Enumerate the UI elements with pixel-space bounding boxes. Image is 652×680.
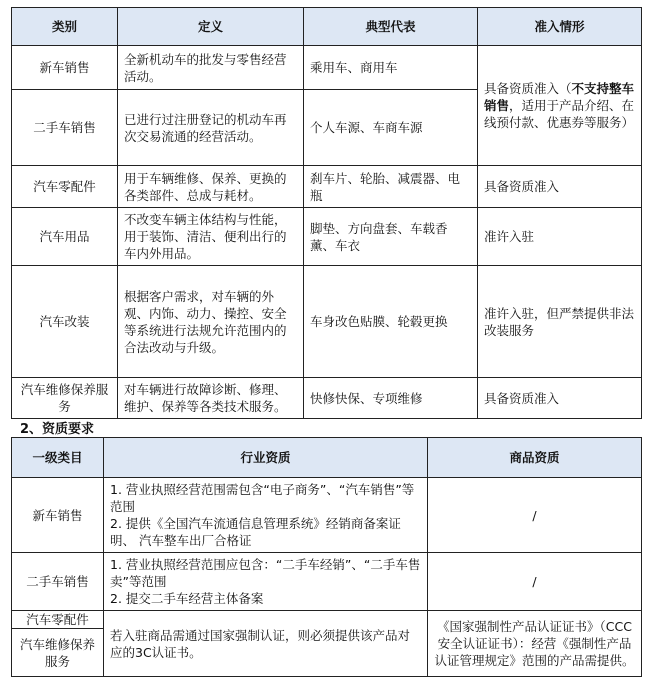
- table-row: [12, 266, 642, 378]
- admission-text-post: ，适用于产品介绍、在线预付款、优惠券等服务）: [484, 98, 635, 130]
- category-cell: 汽车用品: [12, 208, 118, 266]
- admission-text-pre: 具备资质准入（: [484, 81, 572, 96]
- examples-cell: 个人车源、车商车源: [304, 90, 478, 166]
- industry-item: 2. 提供《全国汽车流通信息管理系统》经销商备案证明、 汽车整车出厂合格证: [110, 516, 401, 548]
- definition-cell: 不改变车辆主体结构与性能，用于装饰、清洁、便利出行的车内外用品。: [118, 208, 304, 266]
- admission-cell: 具备资质准入: [478, 166, 642, 208]
- section-title: 2、资质要求: [20, 422, 95, 437]
- definition-cell: 根据客户需求，对车辆的外观、内饰、动力、操控、安全等系统进行法规允许范围内的合法改动与升级。: [118, 266, 304, 378]
- industry-cell: [104, 478, 428, 553]
- product-cell: /: [428, 478, 642, 553]
- table-row: [12, 166, 642, 208]
- table-row: [12, 611, 642, 629]
- examples-cell: 快修快保、专项维修: [304, 378, 478, 419]
- definition-cell: 全新机动车的批发与零售经营活动。: [118, 46, 304, 90]
- category-cell: 汽车零配件: [12, 611, 104, 629]
- category-definition-table: [11, 7, 642, 419]
- header-category: 一级类目: [12, 438, 104, 478]
- admission-cell: 准许入驻，但严禁提供非法改装服务: [478, 266, 642, 378]
- examples-cell: 乘用车、商用车: [304, 46, 478, 90]
- admission-cell: 具备资质准入: [478, 378, 642, 419]
- industry-item: 2. 提交二手车经营主体备案: [110, 591, 264, 606]
- header-category: 类别: [12, 8, 118, 46]
- examples-cell: 脚垫、方向盘套、车载香薰、车衣: [304, 208, 478, 266]
- industry-cell-merged: 若入驻商品需通过国家强制认证，则必须提供该产品对应的3C认证书。: [104, 611, 428, 677]
- definition-cell: 对车辆进行故障诊断、修理、维护、保养等各类技术服务。: [118, 378, 304, 419]
- admission-cell: 准许入驻: [478, 208, 642, 266]
- industry-cell: [104, 553, 428, 611]
- industry-item: 1. 营业执照经营范围应包含：“二手车经销”、“二手车售卖”等范围: [110, 557, 421, 589]
- product-cell: /: [428, 553, 642, 611]
- examples-cell: 刹车片、轮胎、减震器、电瓶: [304, 166, 478, 208]
- category-cell: 汽车维修保养服务: [12, 378, 118, 419]
- category-cell: 新车销售: [12, 46, 118, 90]
- table-row: [12, 46, 642, 90]
- product-cell-merged: 《国家强制性产品认证证书》（CCC安全认证证书）：经营《强制性产品认证管理规定》范围的产品需提供。: [428, 611, 642, 677]
- category-cell: 汽车改装: [12, 266, 118, 378]
- industry-item: 1. 营业执照经营范围需包含“电子商务”、“汽车销售”等范围: [110, 482, 415, 514]
- table-row: [12, 208, 642, 266]
- category-cell: 新车销售: [12, 478, 104, 553]
- category-cell: 二手车销售: [12, 90, 118, 166]
- table-row: [12, 378, 642, 419]
- table-row: [12, 478, 642, 553]
- category-cell: 汽车零配件: [12, 166, 118, 208]
- category-cell: 汽车维修保养服务: [12, 629, 104, 677]
- header-industry-qualification: 行业资质: [104, 438, 428, 478]
- header-product-qualification: 商品资质: [428, 438, 642, 478]
- header-definition: 定义: [118, 8, 304, 46]
- admission-cell-merged: [478, 46, 642, 166]
- admission-text-bold: 不支持整车销售: [484, 81, 635, 113]
- definition-cell: 已进行过注册登记的机动车再次交易流通的经营活动。: [118, 90, 304, 166]
- examples-cell: 车身改色贴膜、轮毂更换: [304, 266, 478, 378]
- qualification-table: [11, 437, 642, 677]
- definition-cell: 用于车辆维修、保养、更换的各类部件、总成与耗材。: [118, 166, 304, 208]
- header-admission: 准入情形: [478, 8, 642, 46]
- table-row: [12, 553, 642, 611]
- header-examples: 典型代表: [304, 8, 478, 46]
- category-cell: 二手车销售: [12, 553, 104, 611]
